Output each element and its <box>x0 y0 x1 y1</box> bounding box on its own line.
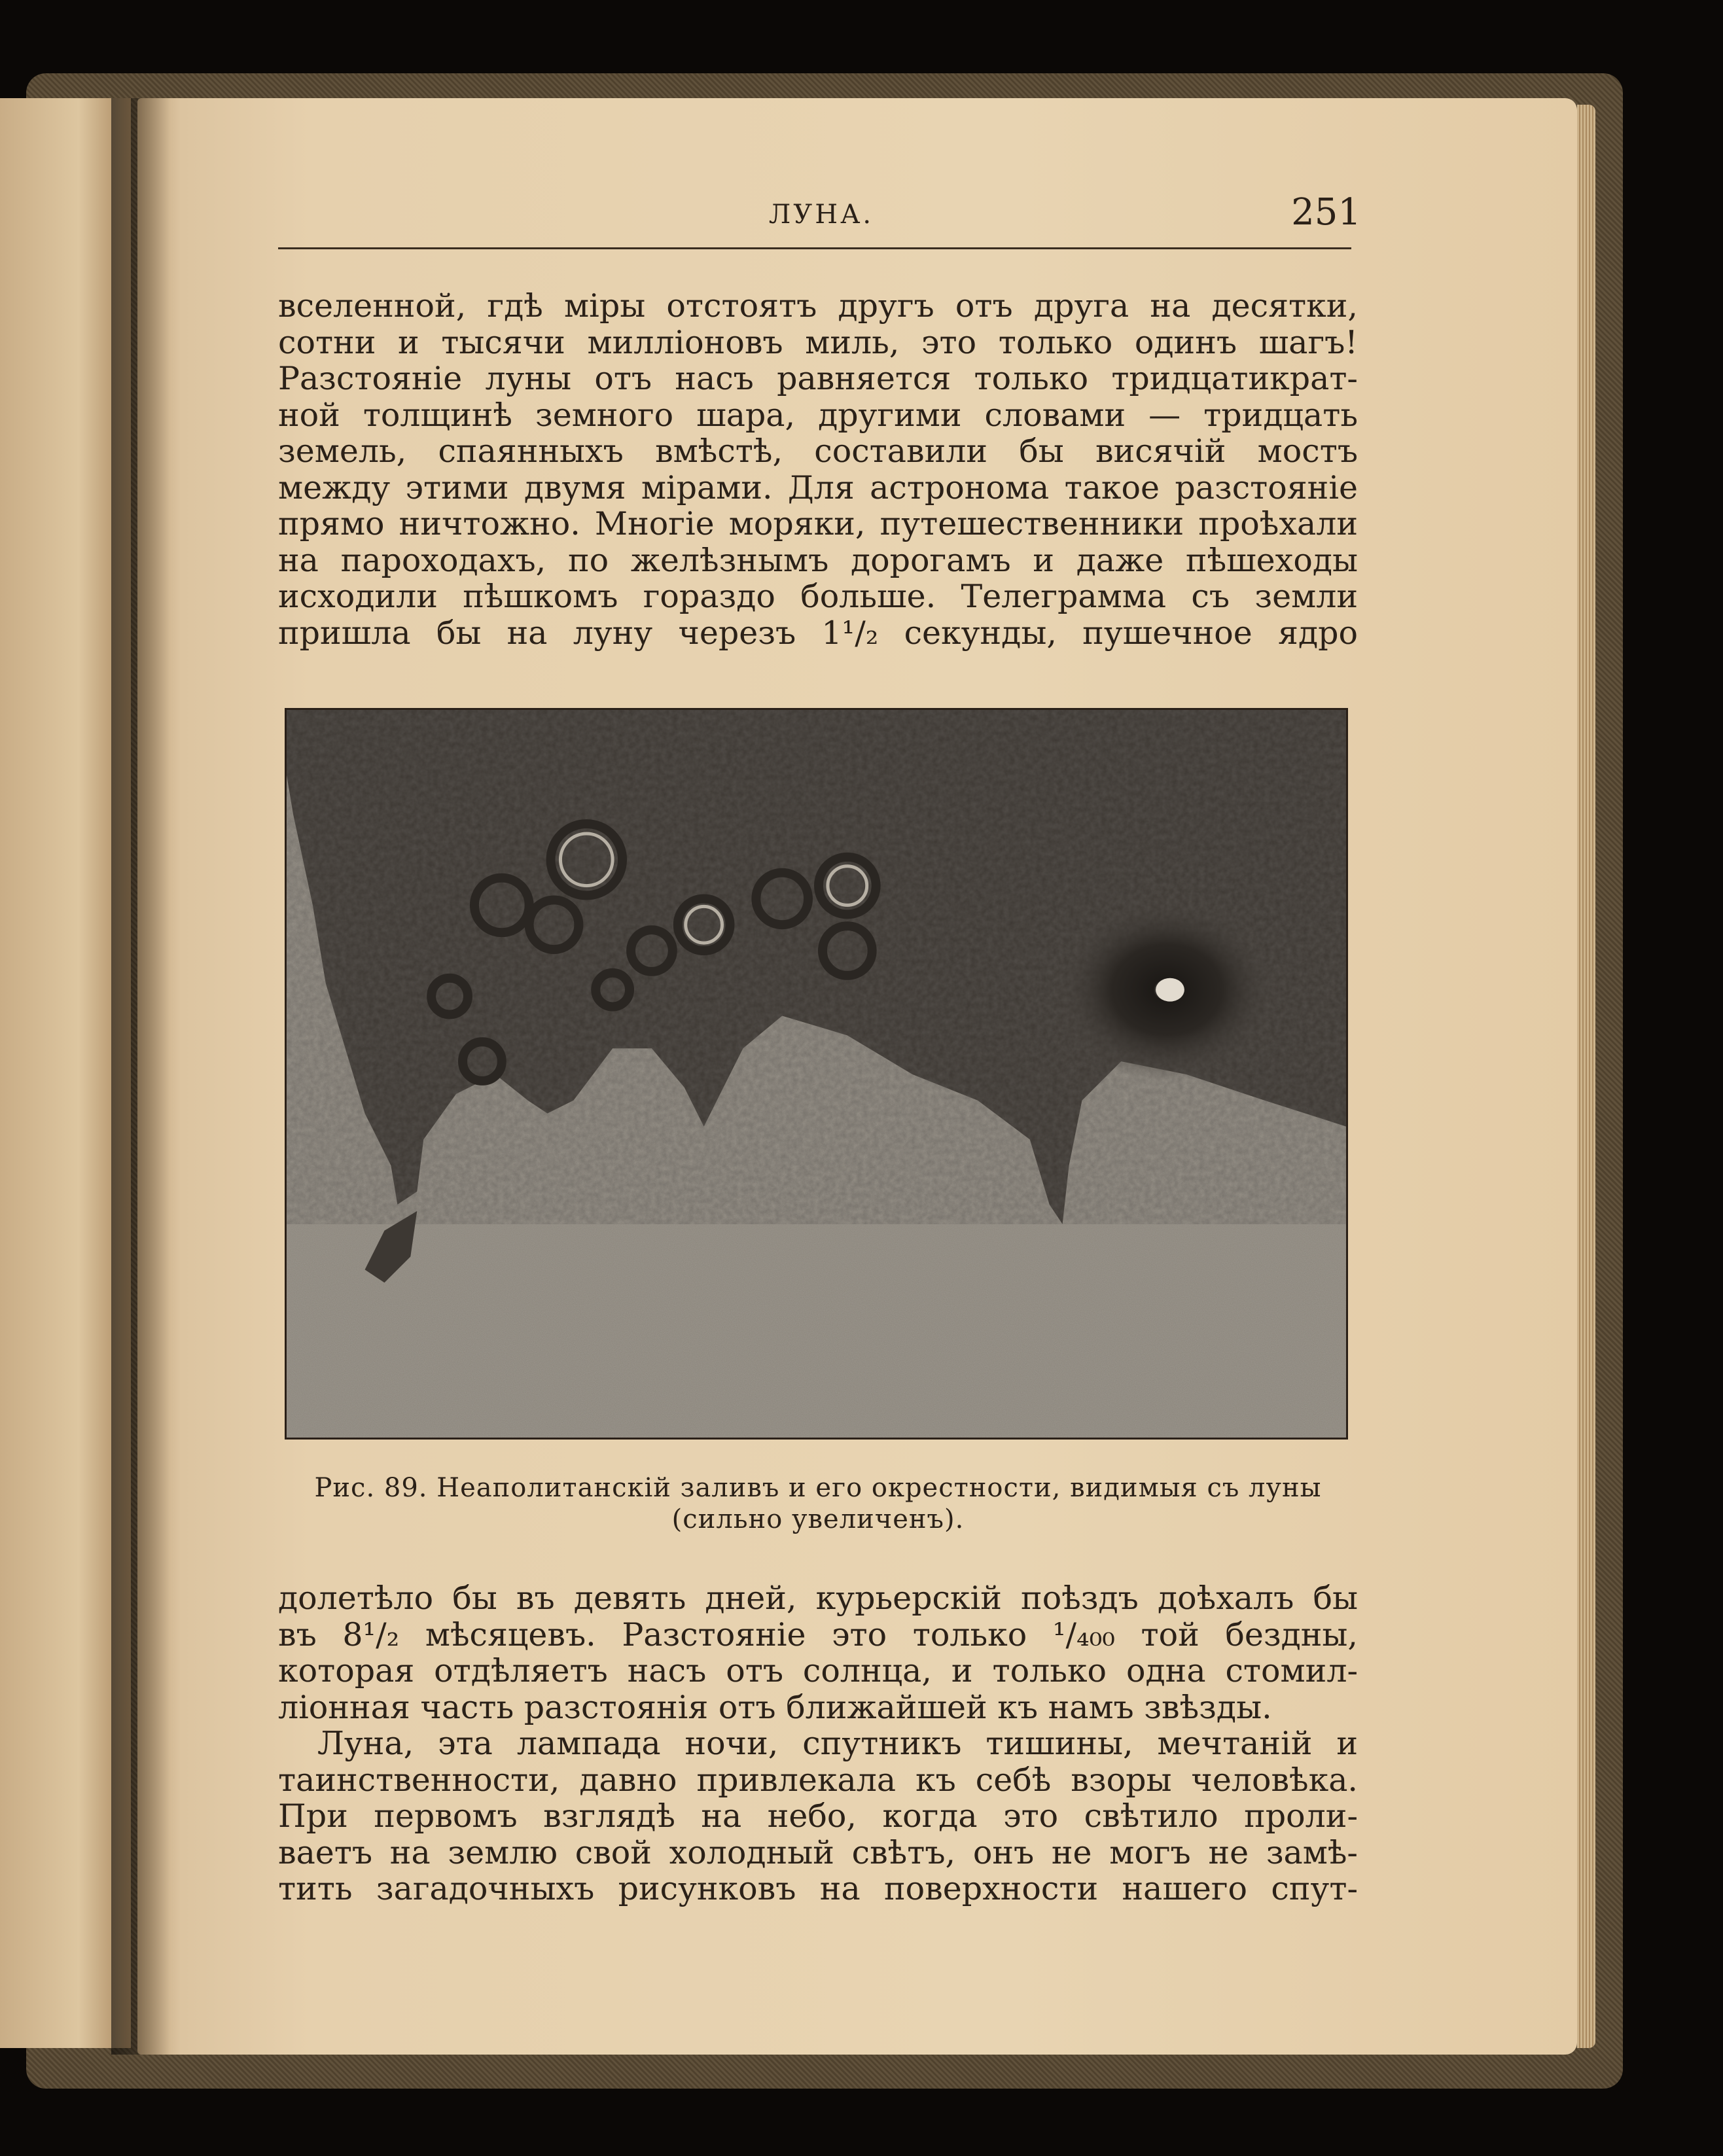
text-line: Луна, эта лампада ночи, спутникъ тишины, мечтаній и <box>317 1725 1358 1762</box>
body-text-bottom <box>278 1580 1358 1907</box>
text-line: между этими двумя мірами. Для астронома такое разстояніе <box>278 468 1358 506</box>
body-text-top <box>278 288 1358 651</box>
text-line: тить загадочныхъ рисунковъ на поверхности нашего спут- <box>278 1870 1358 1907</box>
text-line: земель, спаянныхъ вмѣстѣ, составили бы висячій мостъ <box>278 433 1358 470</box>
illustration-svg <box>287 710 1346 1438</box>
text-line: долетѣло бы въ девять дней, курьерскій поѣздъ доѣхалъ бы <box>278 1580 1358 1617</box>
page-number: 251 <box>1291 191 1361 234</box>
text-line: которая отдѣляетъ насъ отъ солнца, и только одна стомил- <box>278 1652 1358 1689</box>
lunar-relief-illustration <box>285 708 1348 1440</box>
text-line: на пароходахъ, по желѣзнымъ дорогамъ и даже пѣшеходы <box>278 541 1358 579</box>
header-rule <box>278 247 1351 249</box>
text-line: ной толщинѣ земного шара, другими словами — тридцать <box>278 396 1358 434</box>
caption-line: (сильно увеличенъ). <box>671 1504 965 1534</box>
text-line: ваетъ на землю свой холодный свѣтъ, онъ не могъ не замѣ- <box>278 1833 1358 1871</box>
gutter-shadow <box>111 98 170 2055</box>
running-header-title: ЛУНА. <box>768 200 874 230</box>
text-line: пришла бы на луну черезъ 1¹/₂ секунды, пушечное ядро <box>278 614 1358 652</box>
text-line: таинственности, давно привлекала къ себѣ взоры человѣка. <box>278 1761 1358 1799</box>
caption-line: Рис. 89. Неаполитанскій заливъ и его окрестности, видимыя съ луны <box>314 1473 1322 1503</box>
volcano-crater <box>1156 978 1184 1002</box>
text-line: ліонная часть разстоянія отъ ближайшей къ намъ звѣзды. <box>278 1688 1272 1726</box>
text-line: прямо ничтожно. Многіе моряки, путешественники проѣхали <box>278 505 1358 542</box>
page-edges <box>1577 105 1595 2048</box>
text-line: При первомъ взглядѣ на небо, когда это свѣтило проли- <box>278 1797 1358 1835</box>
text-line: сотни и тысячи милліоновъ миль, это только одинъ шагъ! <box>278 323 1358 361</box>
figure-caption <box>278 1472 1358 1535</box>
text-line: вселенной, гдѣ міры отстоятъ другъ отъ друга на десятки, <box>278 287 1358 325</box>
text-line: исходили пѣшкомъ гораздо больше. Телеграмма съ земли <box>278 578 1358 615</box>
text-line: въ 8¹/₂ мѣсяцевъ. Разстояніе это только ¹/₄₀₀ той бездны, <box>278 1616 1358 1653</box>
text-line: Разстояніе луны отъ насъ равняется только тридцатикрат- <box>278 360 1358 397</box>
